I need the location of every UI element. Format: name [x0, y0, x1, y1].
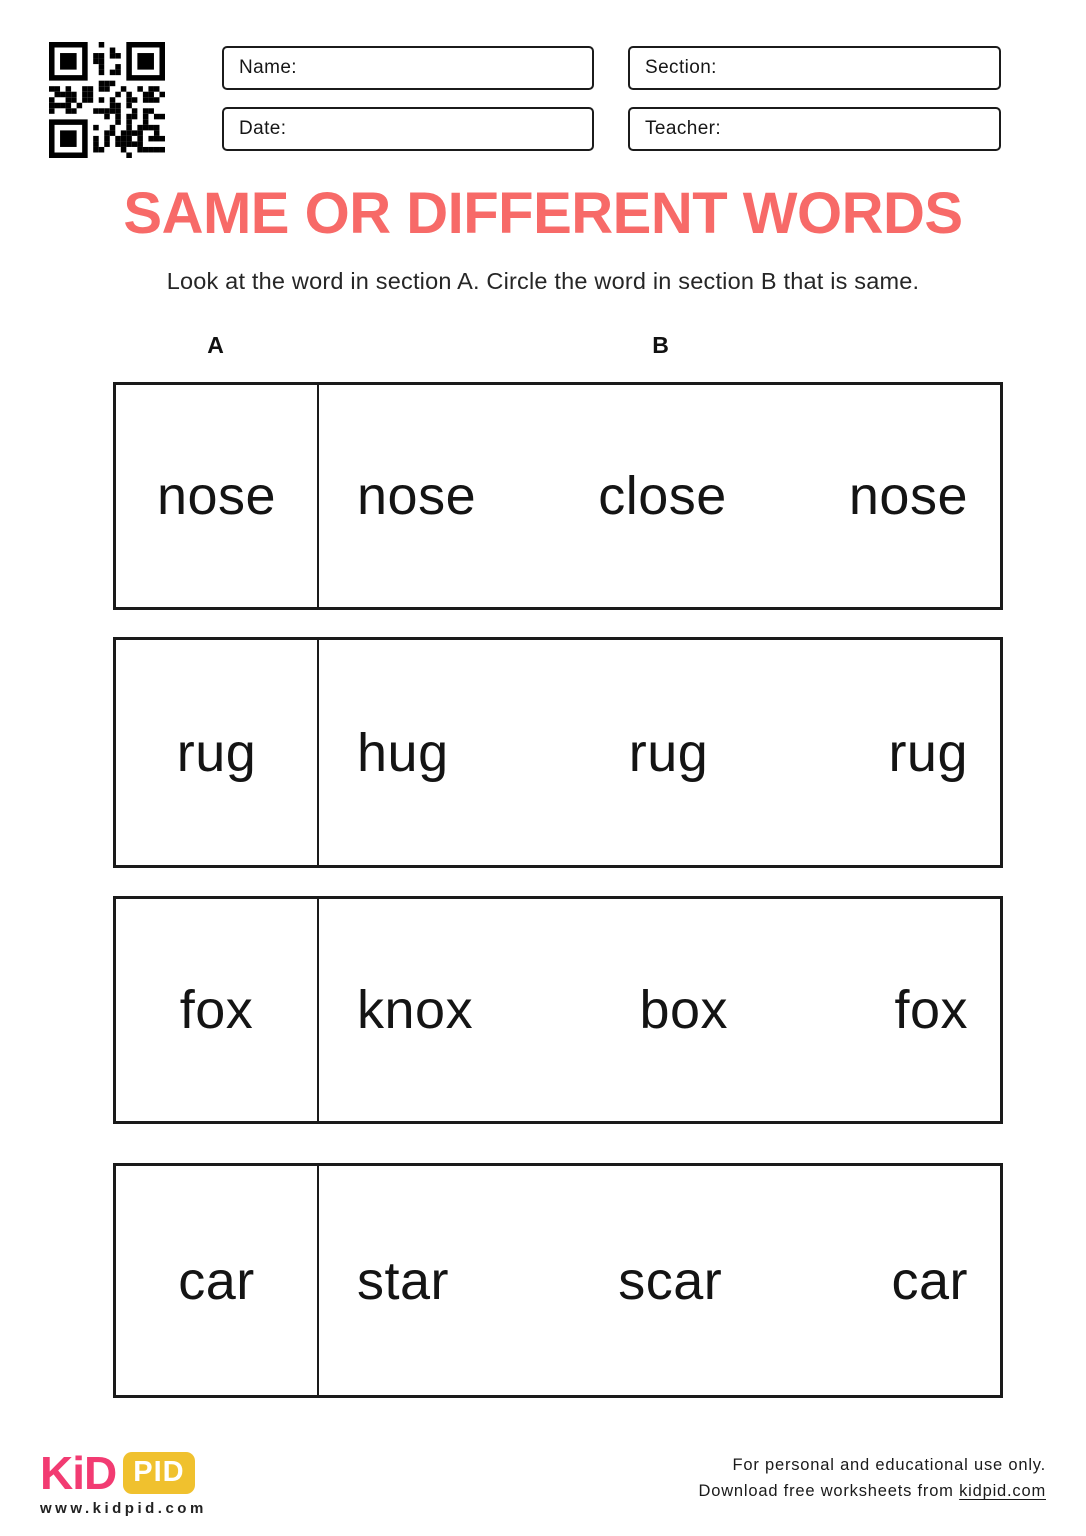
section-a-word: nose: [156, 466, 277, 526]
section-b-word[interactable]: fox: [894, 980, 968, 1040]
name-field-label: Name:: [239, 57, 297, 78]
kidpid-logo-pid: PID: [123, 1452, 194, 1494]
word-row: [113, 382, 1003, 610]
word-row: [113, 896, 1003, 1124]
kidpid-link[interactable]: kidpid.com: [959, 1482, 1046, 1500]
section-b-word[interactable]: nose: [848, 466, 968, 526]
section-a-cell: [116, 385, 319, 607]
instruction-text: Look at the word in section A. Circle the word in section B that is same.: [166, 268, 920, 294]
section-a-cell: [116, 899, 319, 1121]
footer-note: [699, 1452, 1046, 1504]
section-a-cell: [116, 640, 319, 865]
section-b-word[interactable]: nose: [357, 466, 477, 526]
section-b-word[interactable]: car: [891, 1250, 968, 1311]
word-row: [113, 637, 1003, 868]
section-field[interactable]: [628, 46, 1001, 90]
date-field-label: Date:: [239, 118, 287, 139]
section-b-cell: [319, 385, 1000, 607]
kidpid-website: www.kidpid.com: [40, 1500, 207, 1517]
kidpid-logo-kid: KiD: [40, 1447, 117, 1499]
page-title: SAME OR DIFFERENT WORDS: [123, 181, 963, 246]
section-a-word: rug: [176, 722, 257, 783]
column-header-a: A: [207, 332, 224, 358]
section-a-word: fox: [179, 980, 254, 1040]
word-row: [113, 1163, 1003, 1398]
section-b-word[interactable]: rug: [628, 722, 709, 783]
section-b-word[interactable]: star: [357, 1250, 450, 1311]
teacher-field[interactable]: [628, 107, 1001, 151]
footer-note-line1: For personal and educational use only.: [732, 1456, 1046, 1474]
section-b-word[interactable]: box: [639, 980, 729, 1040]
section-b-word[interactable]: close: [598, 466, 727, 526]
teacher-field-label: Teacher:: [645, 118, 722, 139]
column-header-b: B: [652, 332, 669, 358]
section-b-cell: [319, 1166, 1000, 1395]
name-field[interactable]: [222, 46, 594, 90]
date-field[interactable]: [222, 107, 594, 151]
qr-code: [49, 42, 165, 158]
section-b-cell: [319, 899, 1000, 1121]
section-field-label: Section:: [645, 57, 717, 78]
section-a-word: car: [178, 1250, 255, 1311]
section-a-cell: [116, 1166, 319, 1395]
kidpid-logo: [40, 1446, 195, 1500]
section-b-word[interactable]: scar: [618, 1250, 723, 1311]
section-b-word[interactable]: knox: [357, 980, 474, 1040]
section-b-cell: [319, 640, 1000, 865]
section-b-word[interactable]: rug: [888, 722, 968, 783]
footer-note-line2: [699, 1478, 1046, 1504]
section-b-word[interactable]: hug: [357, 722, 449, 783]
footer-note-line2-prefix: Download free worksheets from: [698, 1482, 960, 1500]
